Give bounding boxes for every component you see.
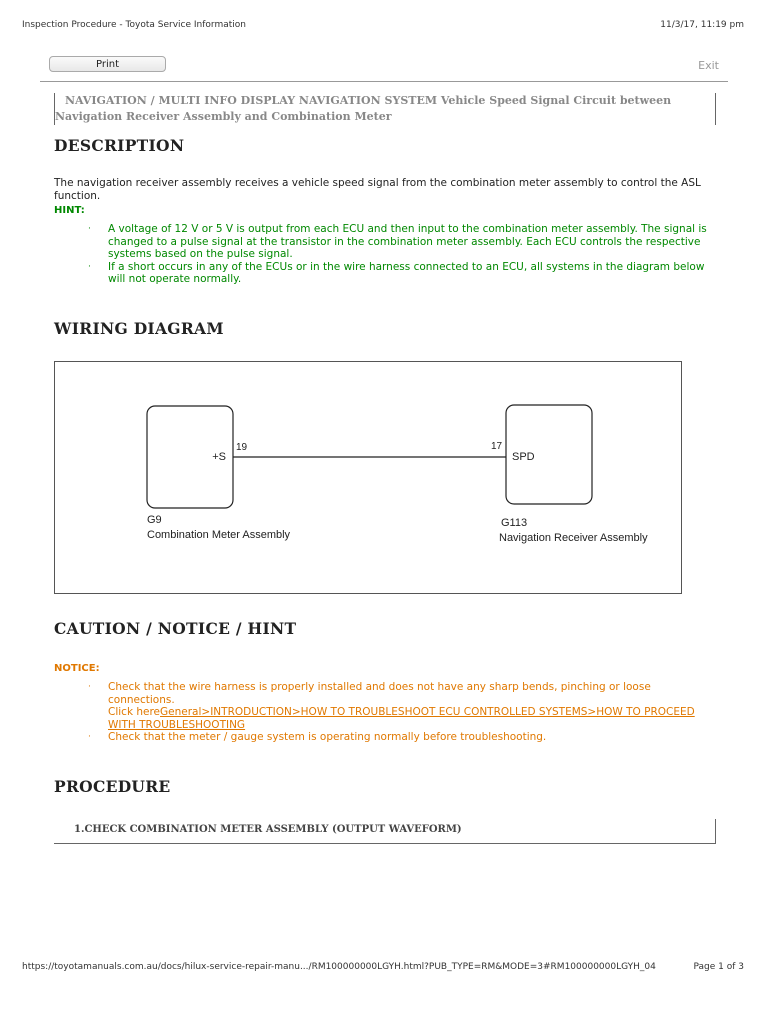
bullet-icon: · bbox=[88, 261, 91, 272]
page-number: Page 1 of 3 bbox=[693, 962, 744, 972]
right-connector-id: G113 bbox=[501, 517, 528, 529]
breadcrumb-line-2: Navigation Receiver Assembly and Combination Meter bbox=[55, 110, 392, 123]
procedure-step-1[interactable]: 1.CHECK COMBINATION METER ASSEMBLY (OUTPUT WAVEFORM) bbox=[54, 819, 716, 844]
bullet-icon: · bbox=[88, 682, 91, 692]
left-connector-id: G9 bbox=[147, 514, 162, 526]
click-here-text: Click here bbox=[108, 706, 161, 718]
description-heading: DESCRIPTION bbox=[54, 136, 185, 155]
notice-label: NOTICE: bbox=[54, 663, 100, 674]
caution-heading: CAUTION / NOTICE / HINT bbox=[54, 619, 297, 638]
bullet-icon: · bbox=[88, 732, 91, 742]
hint-label: HINT: bbox=[54, 205, 85, 216]
hint-text-2: If a short occurs in any of the ECUs or in the wire harness connected to an ECU, all systems in the diagram below will not operate normally. bbox=[108, 260, 705, 285]
notice-list bbox=[88, 681, 713, 744]
wiring-diagram-heading: WIRING DIAGRAM bbox=[54, 319, 224, 338]
right-terminal-label: SPD bbox=[512, 451, 535, 463]
list-item bbox=[88, 681, 713, 731]
procedure-heading: PROCEDURE bbox=[54, 777, 171, 796]
left-component-name: Combination Meter Assembly bbox=[147, 529, 291, 541]
browser-datetime: 11/3/17, 11:19 pm bbox=[660, 20, 744, 30]
wiring-diagram-svg bbox=[55, 362, 681, 593]
left-terminal-label: +S bbox=[212, 451, 226, 463]
wiring-diagram bbox=[54, 361, 682, 594]
breadcrumb-line-1: NAVIGATION / MULTI INFO DISPLAY NAVIGATION SYSTEM Vehicle Speed Signal Circuit between bbox=[65, 94, 672, 107]
right-component-name: Navigation Receiver Assembly bbox=[499, 532, 648, 544]
hint-list bbox=[88, 223, 713, 286]
bullet-icon: · bbox=[88, 224, 91, 234]
right-pin-number: 17 bbox=[491, 441, 503, 452]
left-pin-number: 19 bbox=[236, 442, 248, 453]
browser-page-title: Inspection Procedure - Toyota Service Information bbox=[22, 20, 246, 30]
header-divider bbox=[40, 81, 728, 82]
notice-text-1: Check that the wire harness is properly installed and does not have any sharp bends, pinching or loose connections. bbox=[108, 681, 651, 706]
list-item bbox=[88, 261, 713, 286]
exit-link[interactable]: Exit bbox=[698, 59, 719, 72]
list-item bbox=[88, 223, 713, 261]
notice-text-2: Check that the meter / gauge system is operating normally before troubleshooting. bbox=[108, 731, 547, 743]
print-button[interactable]: Print bbox=[49, 56, 166, 72]
page-url: https://toyotamanuals.com.au/docs/hilux-service-repair-manu.../RM100000000LGYH.html?PUB_TYPE=RM&MODE=3#RM100000000LGYH_04 bbox=[22, 962, 656, 972]
description-text: The navigation receiver assembly receives a vehicle speed signal from the combination meter assembly to control the ASL function. bbox=[54, 177, 701, 202]
breadcrumb bbox=[54, 93, 716, 125]
list-item bbox=[88, 731, 713, 744]
troubleshooting-link[interactable]: General>INTRODUCTION>HOW TO TROUBLESHOOT ECU CONTROLLED SYSTEMS>HOW TO PROCEED WITH TROUBLESHOOTING bbox=[108, 706, 695, 731]
hint-text-1: A voltage of 12 V or 5 V is output from each ECU and then input to the combination meter assembly. The signal is changed to a pulse signal at the transistor in the combination meter assembly. Each ECU controls the respective systems based on the pulse signal. bbox=[108, 223, 707, 260]
